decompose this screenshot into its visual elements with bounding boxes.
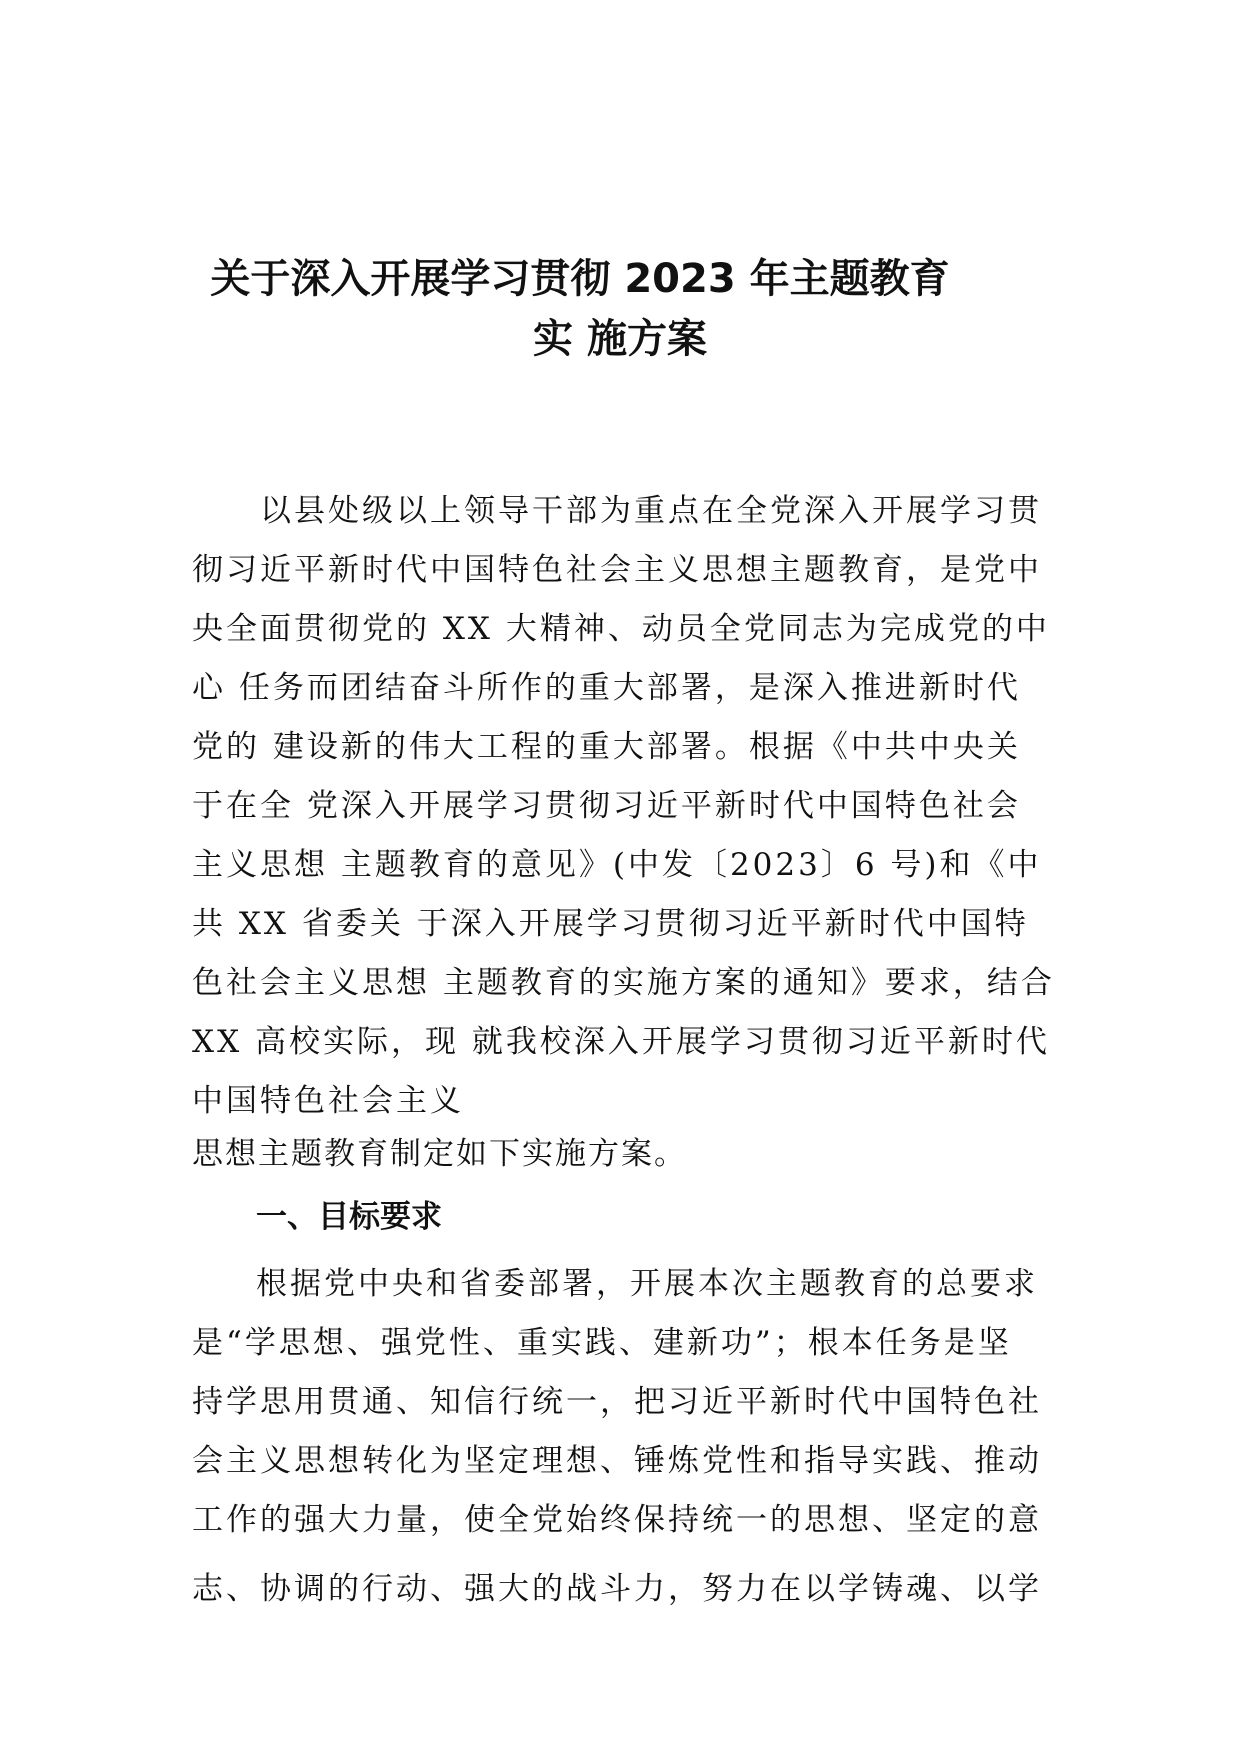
intro-paragraph xyxy=(192,482,1055,1131)
paragraph-line: 共 XX 省委关 于深入开展学习贯彻习近平新时代中国特 xyxy=(192,906,1029,942)
section-heading-goals: 一、目标要求 xyxy=(256,1199,442,1235)
paragraph-line: XX 高校实际，现 就我校深入开展学习贯彻习近平新时代 xyxy=(192,1024,1050,1060)
paragraph-line: 主义思想 主题教育的意见》(中发〔2023〕6 号)和《中 xyxy=(192,847,1042,883)
paragraph-line: 根据党中央和省委部署，开展本次主题教育的总要求 xyxy=(256,1266,1038,1302)
paragraph-line: 中国特色社会主义 xyxy=(192,1083,464,1119)
paragraph-line: 央全面贯彻党的 XX 大精神、动员全党同志为完成党的中 xyxy=(192,611,1050,647)
document-title-line-2: 实 施方案 xyxy=(533,316,707,362)
paragraph-line: 工作的强大力量，使全党始终保持统一的思想、坚定的意 xyxy=(192,1502,1042,1538)
paragraph-line: 彻习近平新时代中国特色社会主义思想主题教育，是党中 xyxy=(192,552,1042,588)
paragraph-line: 以县处级以上领导干部为重点在全党深入开展学习贯 xyxy=(260,493,1042,529)
paragraph-line: 是“学思想、强党性、重实践、建新功”；根本任务是坚 xyxy=(192,1325,1012,1361)
intro-paragraph-tail: 思想主题教育制定如下实施方案。 xyxy=(192,1136,687,1172)
paragraph-line: 心 任务而团结奋斗所作的重大部署，是深入推进新时代 xyxy=(192,670,1021,706)
section-1-paragraph xyxy=(192,1255,1052,1619)
paragraph-line: 色社会主义思想 主题教育的实施方案的通知》要求，结合 xyxy=(192,965,1055,1001)
paragraph-line: 党的 建设新的伟大工程的重大部署。根据《中共中央关 xyxy=(192,729,1021,765)
paragraph-line: 志、协调的行动、强大的战斗力，努力在以学铸魂、以学 xyxy=(192,1571,1042,1607)
paragraph-line: 于在全 党深入开展学习贯彻习近平新时代中国特色社会 xyxy=(192,788,1021,824)
paragraph-line: 会主义思想转化为坚定理想、锤炼党性和指导实践、推动 xyxy=(192,1443,1042,1479)
document-title-line-1: 关于深入开展学习贯彻 2023 年主题教育 xyxy=(210,256,950,302)
paragraph-line: 持学思用贯通、知信行统一，把习近平新时代中国特色社 xyxy=(192,1384,1042,1420)
